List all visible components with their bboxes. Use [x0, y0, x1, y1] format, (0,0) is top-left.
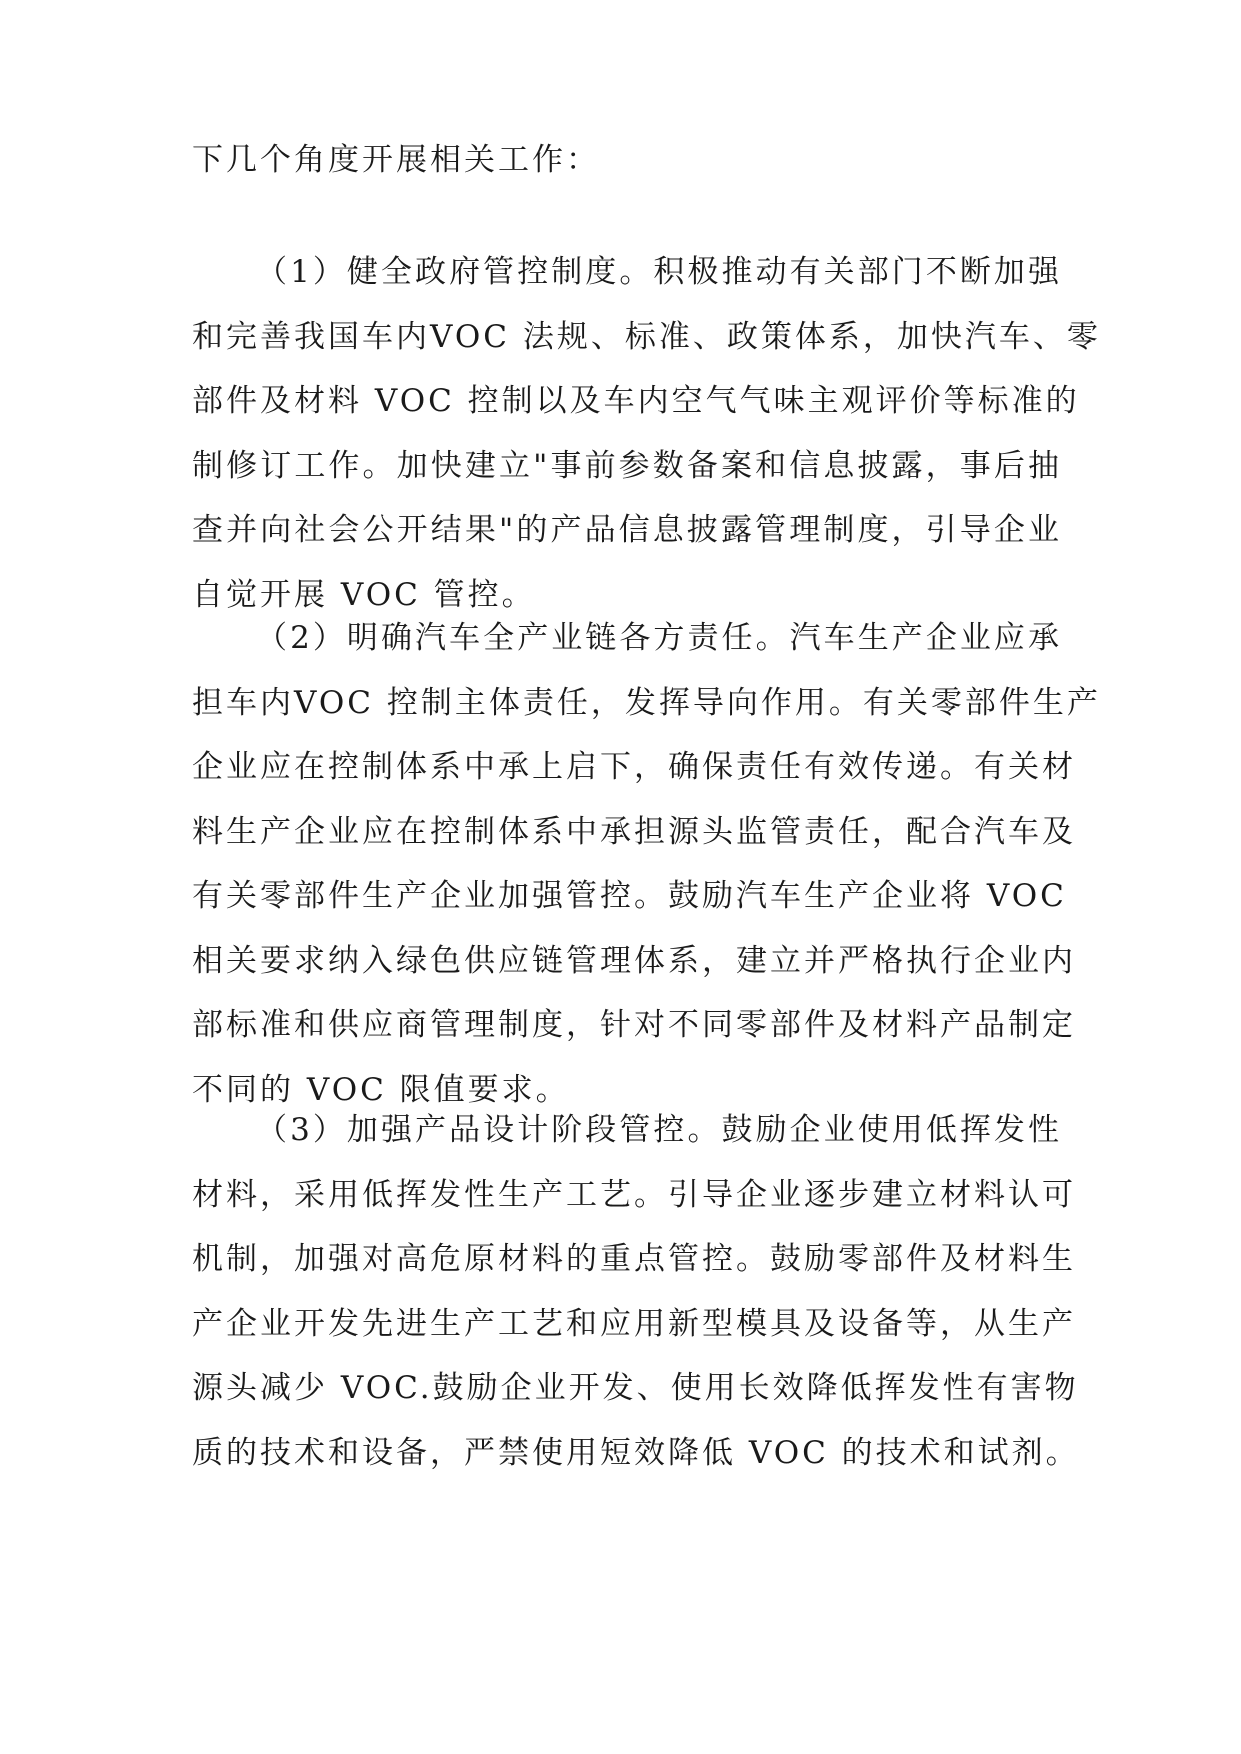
paragraph-2: [192, 606, 1101, 1122]
paragraph-line-text: （1）健全政府管控制度。积极推动有关部门不断加强: [256, 254, 1062, 290]
paragraph-line: 部件及材料 VOC 控制以及车内空气气味主观评价等标准的: [192, 383, 1080, 419]
paragraph-line: 担车内VOC 控制主体责任，发挥导向作用。有关零部件生产: [192, 684, 1101, 721]
lead-paragraph: [192, 128, 1062, 193]
paragraph-line: 相关要求纳入绿色供应链管理体系，建立并严格执行企业内: [192, 942, 1076, 979]
paragraph-line: 有关零部件生产企业加强管控。鼓励汽车生产企业将 VOC: [192, 878, 1067, 914]
paragraph-3: [192, 1098, 1080, 1485]
paragraph-line-text: （3）加强产品设计阶段管控。鼓励企业使用低挥发性: [256, 1112, 1062, 1148]
paragraph-line: 查并向社会公开结果"的产品信息披露管理制度，引导企业: [192, 512, 1062, 548]
paragraph-line: 自觉开展 VOC 管控。: [192, 576, 536, 613]
paragraph-line: 产企业开发先进生产工艺和应用新型模具及设备等，从生产: [192, 1305, 1076, 1342]
paragraph-line: 制修订工作。加快建立"事前参数备案和信息披露，事后抽: [192, 447, 1062, 484]
paragraph-line: 部标准和供应商管理制度，针对不同零部件及材料产品制定: [192, 1007, 1076, 1043]
paragraph-line: [192, 1098, 1062, 1163]
paragraph-line: 材料，采用低挥发性生产工艺。引导企业逐步建立材料认可: [192, 1176, 1076, 1213]
paragraph-line: 料生产企业应在控制体系中承担源头监管责任，配合汽车及: [192, 813, 1076, 850]
paragraph-1: [192, 240, 1101, 627]
paragraph-line-text: （2）明确汽车全产业链各方责任。汽车生产企业应承: [256, 620, 1062, 656]
paragraph-line: [192, 606, 1062, 671]
paragraph-line: 下几个角度开展相关工作：: [192, 142, 600, 178]
paragraph-line: 企业应在控制体系中承上启下，确保责任有效传递。有关材: [192, 749, 1076, 785]
paragraph-line: 机制，加强对高危原材料的重点管控。鼓励零部件及材料生: [192, 1241, 1076, 1277]
paragraph-line: 不同的 VOC 限值要求。: [192, 1071, 570, 1108]
paragraph-line: 和完善我国车内VOC 法规、标准、政策体系，加快汽车、零: [192, 318, 1101, 355]
paragraph-line: [192, 240, 1062, 305]
paragraph-line: 质的技术和设备，严禁使用短效降低 VOC 的技术和试剂。: [192, 1434, 1080, 1471]
paragraph-line: 源头减少 VOC.鼓励企业开发、使用长效降低挥发性有害物: [192, 1370, 1079, 1406]
